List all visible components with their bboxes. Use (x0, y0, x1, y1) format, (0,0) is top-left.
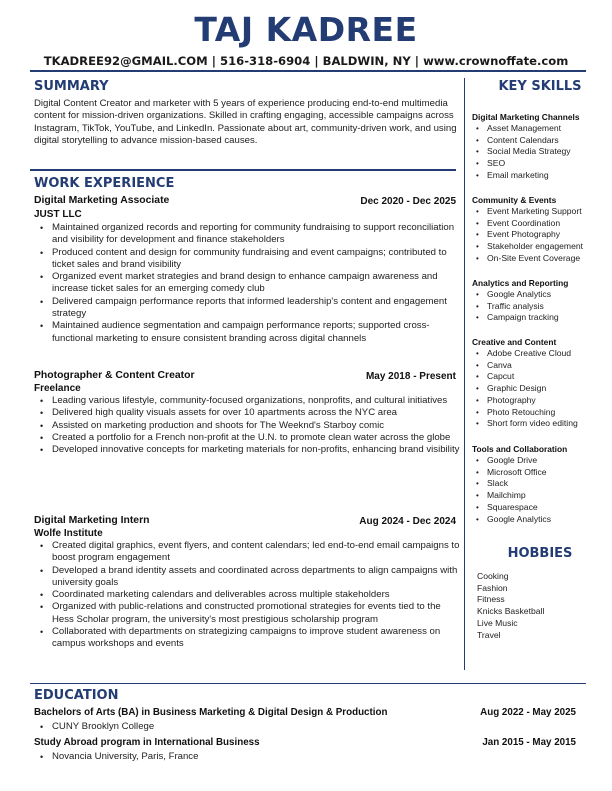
skill-item: • Asset Management (487, 123, 612, 135)
education-divider (30, 683, 586, 684)
header-divider (30, 70, 586, 72)
skill-item: • Content Calendars (487, 135, 612, 147)
skill-list (487, 289, 612, 324)
skill-item: • Social Media Strategy (487, 146, 612, 158)
skill-item: • Short form video editing (487, 418, 612, 430)
skill-item: • Slack (487, 478, 612, 490)
hobbies-heading: HOBBIES (507, 546, 573, 561)
skill-item: • Event Photography (487, 229, 612, 241)
hobby-item: Knicks Basketball (477, 606, 545, 617)
job-bullet: • Assisted on marketing production and shoots for The Weeknd's Starboy comic (52, 420, 462, 432)
skill-list (487, 348, 612, 430)
skill-item: • Adobe Creative Cloud (487, 348, 612, 360)
job-bullets (52, 540, 462, 651)
education-detail: • CUNY Brooklyn College (52, 721, 452, 733)
job-bullet: • Developed a brand identity assets and coordinated across departments to align campaigns with university goals (52, 565, 462, 590)
job-bullet: • Delivered high quality visuals assets for over 10 apartments across the NYC area (52, 407, 462, 419)
job-bullet: • Developed innovative concepts for marketing materials for non-profits, enhancing brand visibility (52, 444, 462, 456)
summary-divider (30, 169, 456, 171)
skill-item: • Photo Retouching (487, 407, 612, 419)
skill-item: • Google Analytics (487, 514, 612, 526)
skill-item: • Traffic analysis (487, 301, 612, 313)
skill-list (487, 206, 612, 265)
summary-text: Digital Content Creator and marketer with 5 years of experience producing end-to-end multimedia content for mission-driven organizations. Skilled in crafting engaging, accessible campaigns across Instagram, TikTok, YouTube, and LinkedIn. Passionate about art, community-driven work, and using digital storytelling to advance mission-based causes. (34, 98, 457, 146)
job-title: Photographer & Content Creator (34, 370, 195, 381)
education-dates: Aug 2022 - May 2025 (480, 707, 576, 718)
skill-item: • Event Marketing Support (487, 206, 612, 218)
skill-list (487, 455, 612, 525)
skill-category: Tools and Collaboration (472, 444, 568, 454)
skill-item: • Campaign tracking (487, 312, 612, 324)
education-dates: Jan 2015 - May 2015 (482, 737, 576, 748)
skill-item: • On-Site Event Coverage (487, 253, 612, 265)
skill-category: Creative and Content (472, 337, 557, 347)
hobby-item: Cooking (477, 571, 509, 581)
job-bullet: • Coordinated marketing calendars and deliverables across multiple stakeholders (52, 589, 462, 601)
job-bullets (52, 395, 462, 456)
skill-item: • Microsoft Office (487, 467, 612, 479)
work-experience-heading: WORK EXPERIENCE (34, 176, 175, 191)
skill-item: • Capcut (487, 371, 612, 383)
job-bullet: • Produced content and design for community fundraising and event campaigns; contributed to ticket sales and brand visibility (52, 247, 462, 272)
education-title: Study Abroad program in International Business (34, 737, 260, 748)
job-title: Digital Marketing Associate (34, 195, 170, 206)
job-dates: May 2018 - Present (365, 371, 456, 382)
skill-category: Analytics and Reporting (472, 278, 569, 288)
education-title: Bachelors of Arts (BA) in Business Marketing & Digital Design & Production (34, 707, 388, 718)
hobby-list (477, 571, 597, 641)
skill-category: Community & Events (472, 195, 557, 205)
skill-item: • Stakeholder engagement (487, 241, 612, 253)
job-bullet: • Maintained organized records and reporting for community fundraising to support reconciliation and visibility for development and finance stakeholders (52, 222, 462, 247)
skill-item: • Squarespace (487, 502, 612, 514)
job-bullet: • Leading various lifestyle, community-focused organizations, nonprofits, and cultural initiatives (52, 395, 462, 407)
job-bullet: • Created a portfolio for a French non-profit at the U.N. to promote clean water across the globe (52, 432, 462, 444)
job-dates: Aug 2024 - Dec 2024 (359, 516, 456, 527)
job-dates: Dec 2020 - Dec 2025 (360, 196, 456, 207)
candidate-name: TAJ KADREE (194, 10, 418, 49)
hobby-item: Travel (477, 629, 501, 640)
skill-item: • Event Coordination (487, 218, 612, 230)
education-details (52, 721, 452, 733)
job-bullet: • Collaborated with departments on strategizing campaigns to improve student awareness on campus workshops and events (52, 626, 462, 651)
hobby-item: Fashion (477, 582, 508, 593)
job-bullet: • Organized event market strategies and brand design to enhance campaign awareness and increase ticket sales for an emerging comedy club (52, 271, 462, 296)
job-bullets (52, 222, 462, 345)
hobby-item: Live Music (477, 617, 518, 628)
hobby-item: Fitness (477, 594, 505, 605)
job-company: Wolfe Institute (34, 528, 103, 539)
skill-item: • Graphic Design (487, 383, 612, 395)
skill-item: • Google Analytics (487, 289, 612, 301)
education-heading: EDUCATION (34, 688, 119, 703)
job-bullet: • Created digital graphics, event flyers, and content calendars; led end-to-end email campaigns to boost program engagement (52, 540, 462, 565)
key-skills-heading: KEY SKILLS (498, 79, 582, 94)
skill-item: • Google Drive (487, 455, 612, 467)
skill-category: Digital Marketing Channels (472, 112, 580, 122)
sidebar-divider (464, 78, 465, 670)
job-bullet: • Maintained audience segmentation and campaign performance reports; supported cross-functional marketing to ensure consistent branding across digital channels (52, 320, 462, 345)
education-detail: • Novancia University, Paris, France (52, 751, 452, 763)
job-company: Freelance (34, 383, 81, 394)
skill-item: • Canva (487, 360, 612, 372)
job-bullet: • Organized with public-relations and constructed promotional strategies for events tied to the Hess Scholar program, the university's most prestigious scholarship program (52, 601, 462, 626)
contact-line: TKADREE92@GMAIL.COM | 516-318-6904 | BALDWIN, NY | www.crownoffate.com (43, 54, 569, 68)
job-company: JUST LLC (34, 209, 82, 220)
skill-item: • SEO (487, 158, 612, 170)
job-bullet: • Delivered campaign performance reports that informed leadership's content and engagement strategy (52, 296, 462, 321)
education-details (52, 751, 452, 763)
skill-item: • Photography (487, 395, 612, 407)
summary-heading: SUMMARY (34, 79, 109, 94)
job-title: Digital Marketing Intern (34, 515, 150, 526)
skill-item: • Email marketing (487, 170, 612, 182)
skill-list (487, 123, 612, 182)
skill-item: • Mailchimp (487, 490, 612, 502)
